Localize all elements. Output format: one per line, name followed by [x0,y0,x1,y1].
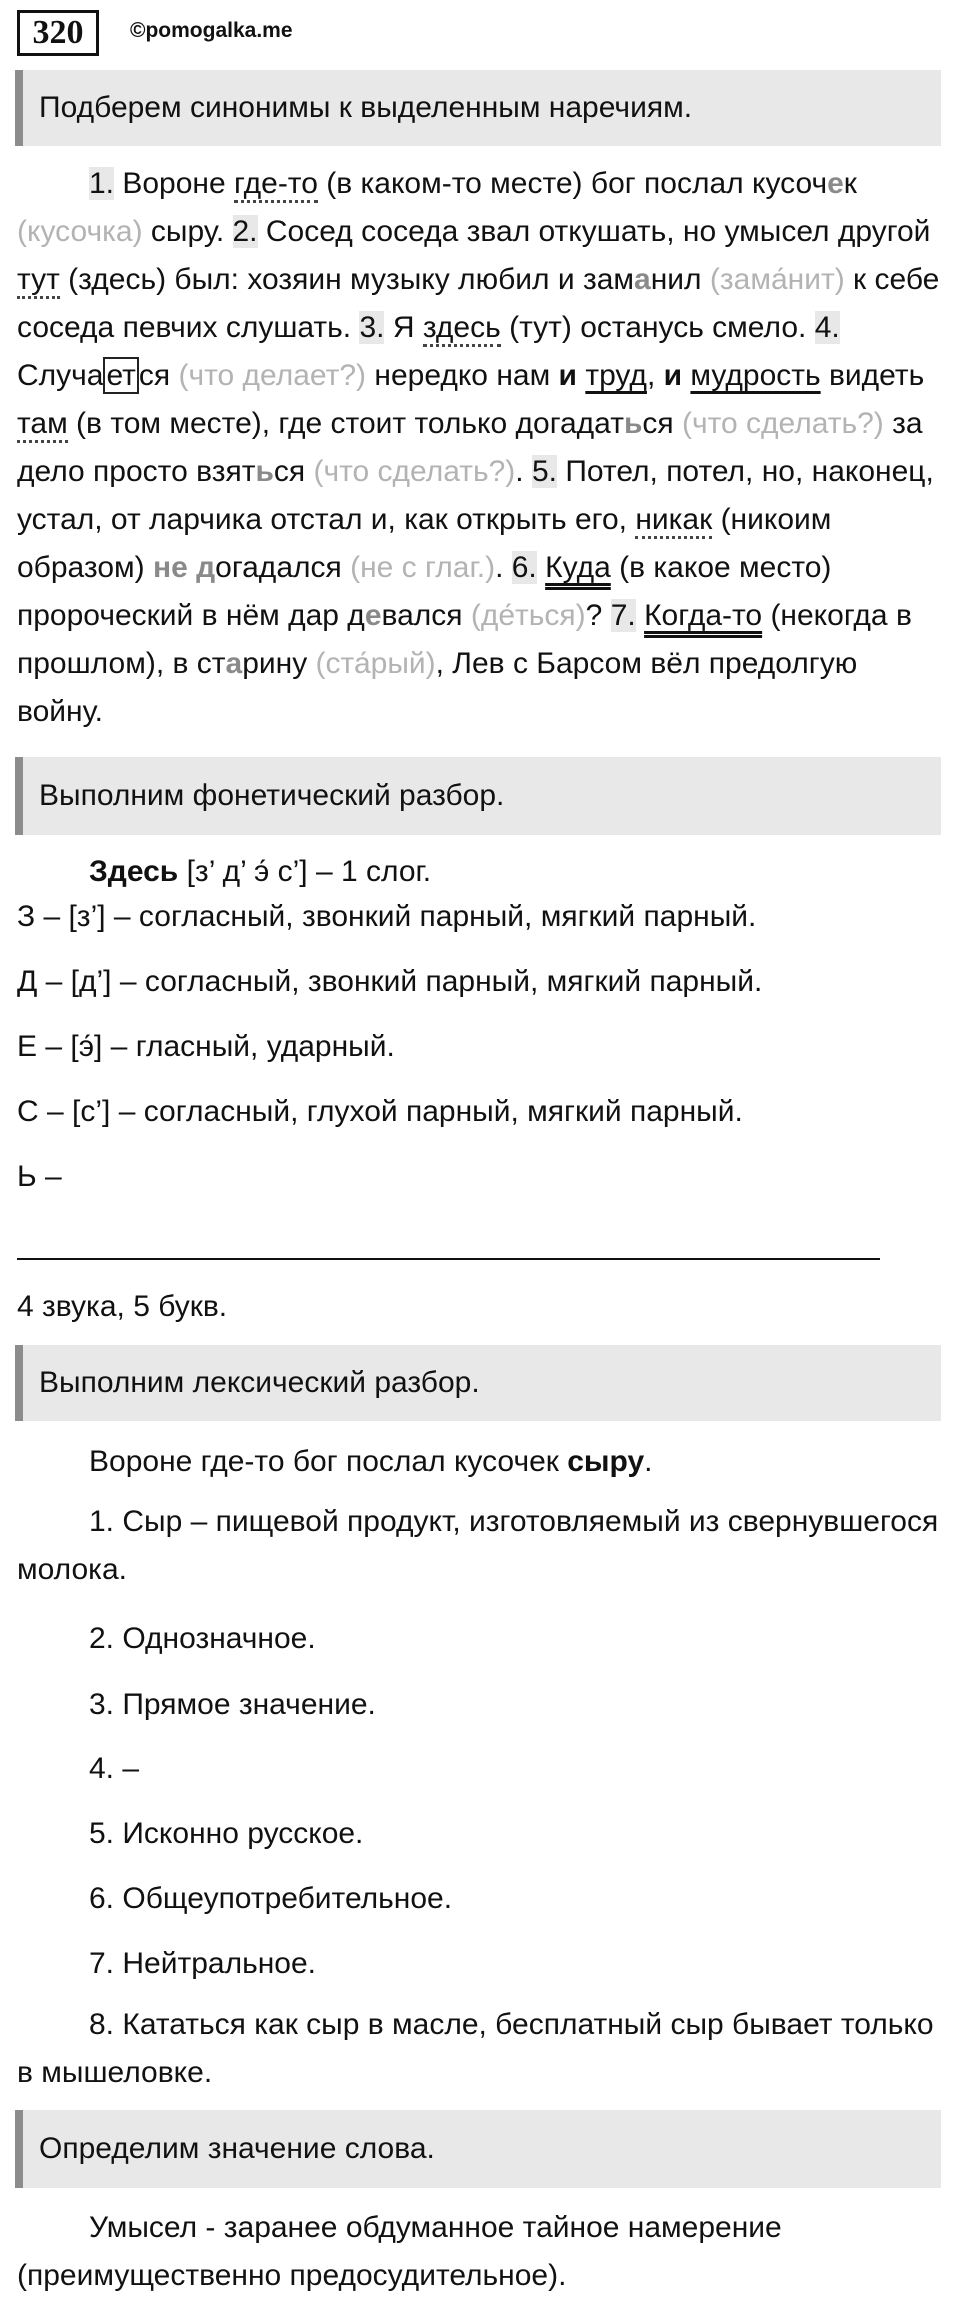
text: (тут) останусь смело. [500,311,815,344]
text: . [495,551,512,584]
hint: (ста́рый) [307,647,436,680]
text: к себе соседа певчих слушать. [17,263,940,344]
divider [17,1258,880,1260]
meaning-paragraph [17,2204,945,2300]
section-lexical [15,1345,941,1421]
text: к [843,167,857,200]
text: (некогда в прошлом), в ст [17,599,912,680]
section-lexical-title: Выполним лексический разбор. [39,1366,480,1399]
text: (в какое место) пророческий в нём дар д [17,551,832,632]
text: (никоим образом) [17,503,832,584]
ending-box: ет [103,357,138,394]
text: ся [642,407,674,440]
synonyms-paragraph [17,160,945,736]
text: за дело просто взят [17,407,923,488]
text: Сосед соседа звал откушать, но умысел другой [257,215,931,248]
adverb: здесь [423,311,501,347]
negation: не [152,551,188,584]
text: Вороне [114,167,235,200]
highlight-letter: ь [255,455,274,488]
hint: (что делает?) [170,359,367,392]
phonetic-word: Здесь [89,855,179,888]
text: Потел, потел, но, наконец, устал, от ларчика отстал и, как открыть его, [17,455,934,536]
hint: (кусочка) [17,215,143,248]
phonetic-line: С – [с’] – согласный, глухой парный, мягкий парный. [17,1095,743,1128]
noun: мудрость [690,359,821,392]
noun: труд [585,359,647,392]
text: Я [384,311,423,344]
text: видеть [820,359,925,392]
adverb: где-то [234,167,318,203]
text: (в том месте), где стоит только догадат [67,407,624,440]
highlight-letter: ь [623,407,643,440]
text: (в каком-то месте) бог послал кусоч [317,167,828,200]
adverb: там [17,407,68,443]
text: ся [138,359,171,392]
text [188,551,196,584]
phonetic-line: З – [з’] – согласный, звонкий парный, мягкий парный. [17,900,757,933]
section-phonetic [15,757,941,835]
phonetic-line: Ь – [17,1160,62,1193]
lexical-item: 3. Прямое значение. [89,1688,376,1721]
highlight-letter: а [634,263,651,296]
adverb: Куда [545,551,611,584]
highlight-letter: а [225,647,243,680]
sentence-number: 2. [232,215,258,248]
text [537,551,545,584]
text: , [646,359,664,392]
text: ? [585,599,611,632]
text: нил [650,263,702,296]
highlight-letter: е [364,599,382,632]
hint: (не с глаг.) [341,551,496,584]
lexical-item-text: 8. Кататься как сыр в масле, бесплатный сыр бывает только в мышеловке. [17,2008,934,2089]
site-watermark: ©pomogalka.me [130,19,293,42]
section-synonyms-title: Подберем синонимы к выделенным наречиям. [39,91,693,124]
conjunction: и [558,359,577,392]
lexical-word: сыру [567,1445,645,1478]
text: рину [242,647,308,680]
phonetic-line: Д – [д’] – согласный, звонкий парный, мягкий парный. [17,965,763,998]
text: нередко нам [366,359,559,392]
adverb: тут [17,263,60,299]
hint: (что сделать?) [673,407,884,440]
lexical-item: 4. – [89,1752,140,1785]
lexical-item-text: 1. Сыр – пищевой продукт, изготовляемый из свернувшегося молока. [17,1505,939,1586]
exercise-number: 320 [17,10,99,56]
highlight-letter: д [196,551,216,584]
lexical-item: 2. Однозначное. [89,1622,316,1655]
sentence-number: 3. [359,311,385,344]
phonetic-summary: 4 звука, 5 букв. [17,1290,228,1323]
meaning-text: Умысел - заранее обдуманное тайное намерение (преимущественно предосудительное). [17,2211,782,2292]
text: вался [381,599,463,632]
section-meaning-title: Определим значение слова. [39,2132,435,2165]
hint: (что сделать?) [305,455,516,488]
lexical-item: 5. Исконно русское. [89,1817,364,1850]
conjunction: и [663,359,683,392]
hint: (зама́нит) [709,263,845,296]
sentence-end: . [644,1445,653,1478]
sentence-number: 4. [814,311,840,344]
text: (здесь) был: хозяин музыку любил и зам [59,263,635,296]
lexical-item [17,2001,945,2097]
text: . [515,455,532,488]
text: ся [273,455,306,488]
text: , Лев с Барсом вёл предолгую войну. [17,647,858,728]
highlight-letter: е [827,167,844,200]
lexical-item: 6. Общеупотребительное. [89,1882,453,1915]
text: огадался [215,551,342,584]
phonetic-line: Е – [э́] – гласный, ударный. [17,1030,395,1063]
phonetic-header [89,855,431,889]
section-phonetic-title: Выполним фонетический разбор. [39,779,505,812]
adverb: никак [635,503,712,539]
adverb: Когда-то [644,599,763,632]
sentence-number: 6. [511,551,537,584]
lexical-item [17,1498,945,1594]
sentence-number: 5. [531,455,557,488]
section-meaning [15,2110,941,2188]
phonetic-transcription: [з’ д’ э́ с’] – 1 слог. [178,855,432,888]
text: сыру. [142,215,233,248]
sentence-number: 7. [610,599,636,632]
text: Случа [17,359,104,392]
sentence-number: 1. [89,167,115,200]
section-synonyms [15,70,941,146]
text [636,599,644,632]
lexical-sentence [89,1445,652,1479]
lexical-item: 7. Нейтральное. [89,1947,316,1980]
sentence-text: Вороне где-то бог послал кусочек [89,1445,568,1478]
hint: (де́ться) [462,599,586,632]
